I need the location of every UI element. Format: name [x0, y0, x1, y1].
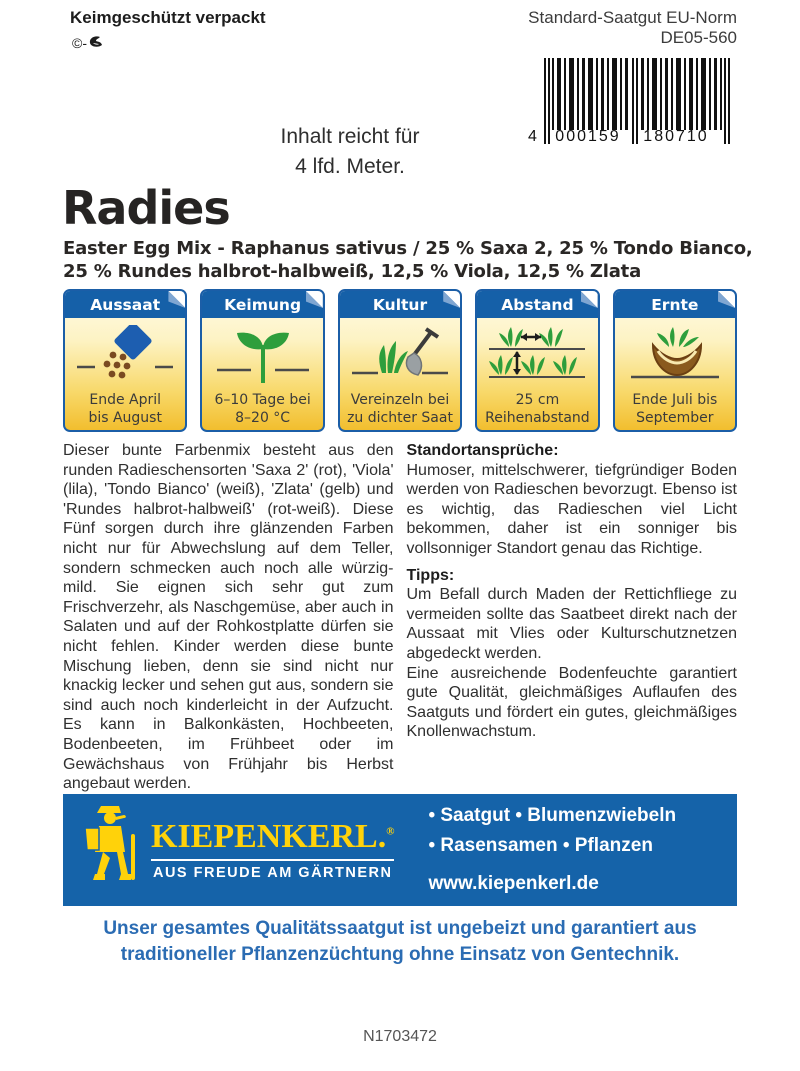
variety-subtitle — [63, 237, 753, 284]
seed-packet-icon — [65, 318, 185, 392]
article-number: N1703472 — [363, 1028, 437, 1045]
card-aussaat — [63, 289, 187, 432]
card-ernte — [613, 289, 737, 432]
barcode-left-digits: 000159 — [555, 128, 621, 145]
card-kultur-line1: Vereinzeln bei — [350, 392, 450, 408]
tips-text-2: Eine ausreichende Bodenfeuchte garantiert gute Qualität, gleichmäßiges Auflaufen des Saatguts und fördert ein gutes, gleichmäßiges Knollenwachstum. — [406, 664, 737, 741]
culture-info-cards — [63, 289, 737, 432]
card-aussaat-line2: bis August — [88, 409, 162, 426]
brand-divider — [151, 859, 394, 861]
barcode-digits — [528, 124, 720, 146]
website-url: www.kiepenkerl.de — [428, 873, 599, 895]
sprout-icon — [202, 318, 322, 392]
card-ernte-line2: September — [636, 409, 714, 426]
card-abstand-line1: 25 cm — [515, 392, 560, 408]
shovel-plant-icon — [340, 318, 460, 392]
barcode-right-digits: 180710 — [643, 128, 709, 145]
brand-banner — [63, 794, 737, 906]
packaging-claim: Keimgeschützt verpackt — [70, 8, 266, 27]
site-requirements-text: Humoser, mittelschwerer, tiefgründiger Boden werden von Radieschen bevorzugt. Ebenso ist es wichtig, das Radieschen viel Licht bekommen, daher ist ein sonniger bis vollsonniger Standort genau das Richtige. — [406, 461, 737, 557]
card-kultur — [338, 289, 462, 432]
card-aussaat-header: Aussaat — [65, 291, 185, 318]
card-aussaat-line1: Ende April — [89, 392, 162, 408]
registered-mark: ® — [386, 825, 395, 838]
variety-subtitle-line2: 25 % Rundes halbrot-halbweiß, 12,5 % Viola, 12,5 % Zlata — [63, 261, 642, 283]
card-keimung-header: Keimung — [202, 291, 322, 318]
card-kultur-header: Kultur — [340, 291, 460, 318]
card-kultur-text — [340, 392, 460, 427]
products-line1: • Saatgut • Blumenzwiebeln — [428, 805, 677, 827]
content-note-line2: 4 lfd. Meter. — [295, 155, 405, 179]
site-requirements-heading: Standortansprüche: — [406, 442, 559, 459]
content-note-line1: Inhalt reicht für — [280, 125, 420, 148]
brand-wordmark-block — [151, 817, 395, 881]
brand-name: KIEPENKERL. — [151, 817, 387, 855]
copyright-mark — [72, 34, 104, 51]
brand-tagline: AUS FREUDE AM GÄRTNERN — [152, 864, 393, 881]
card-abstand-header: Abstand — [477, 291, 597, 318]
card-abstand — [475, 289, 599, 432]
card-ernte-text — [615, 392, 735, 427]
card-abstand-text — [477, 392, 597, 427]
variety-subtitle-line1: Easter Egg Mix - Raphanus sativus / 25 % Saxa 2, 25 % Tondo Bianco, — [63, 238, 753, 259]
quality-statement — [0, 916, 800, 967]
card-keimung-line1: 6–10 Tage bei — [214, 392, 311, 408]
card-aussaat-text — [65, 392, 185, 427]
tips-text-1: Um Befall durch Maden der Rettichfliege zu vermeiden sollte das Saatbeet direkt nach der Aussaat mit Vlies oder Kulturschutznetzen abgedeckt werden. — [406, 586, 737, 662]
content-note — [215, 122, 485, 183]
card-kultur-line2: zu dichter Saat — [347, 409, 453, 426]
kiepenkerl-figure-icon — [79, 804, 141, 897]
product-title: Radies — [62, 181, 230, 235]
description-left-column: Dieser bunte Farbenmix besteht aus den runden Radieschensorten 'Saxa 2' (rot), 'Viola' (lila), 'Tondo Bianco' (weiß), 'Zlata' (gelb) und 'Rundes halbrot-halbweiß' (rot-weiß). Diese Fünf sorgen durch ihre glänzenden Farben nicht nur für Abwechslung auf dem Teller, sondern schmecken auch noch alle würzig-mild. Sie eignen sich sehr gut zum Frischverzehr, als Naschgemüse, aber auch in Salaten und auf der Rohkostplatte dürfen sie nicht fehlen. Kinder werden diese bunte Mischung lieben, denn sie sind nicht nur knackig lecker und sehen gut aus, sondern sie sind auch noch kinderleicht in der Aufzucht. Es kann in Balkonkästen, Hochbeeten, Bodenbeeten, im Frühbeet oder im Gewächshaus von Frühjahr bis Herbst angebaut werden. — [63, 442, 394, 793]
brand-logo — [63, 804, 394, 897]
harvest-bowl-icon — [615, 318, 735, 392]
norm-block — [528, 8, 737, 49]
card-keimung-line2: 8–20 °C — [235, 409, 291, 426]
copyright-text: ©- — [72, 34, 87, 51]
card-keimung-text — [202, 392, 322, 427]
tips-heading: Tipps: — [406, 566, 455, 584]
row-spacing-icon — [477, 318, 597, 392]
description-section — [63, 441, 737, 794]
leaf-swirl-icon — [88, 34, 104, 51]
norm-code: DE05-560 — [660, 28, 737, 48]
card-keimung — [200, 289, 324, 432]
barcode-lead-digit: 4 — [528, 128, 537, 145]
norm-line: Standard-Saatgut EU-Norm — [528, 8, 737, 27]
quality-statement-line1: Unser gesamtes Qualitätssaatgut ist ungebeizt und garantiert aus — [103, 918, 697, 939]
card-abstand-line2: Reihenabstand — [485, 409, 590, 426]
quality-statement-line2: traditioneller Pflanzenzüchtung ohne Einsatz von Gentechnik. — [120, 943, 680, 965]
card-ernte-header: Ernte — [615, 291, 735, 318]
brand-wordmark — [151, 817, 395, 855]
products-line2: • Rasensamen • Pflanzen — [428, 834, 653, 856]
card-ernte-line1: Ende Juli bis — [632, 392, 718, 408]
description-right-column — [407, 441, 738, 794]
product-categories — [428, 801, 676, 898]
ean-barcode — [528, 58, 720, 166]
